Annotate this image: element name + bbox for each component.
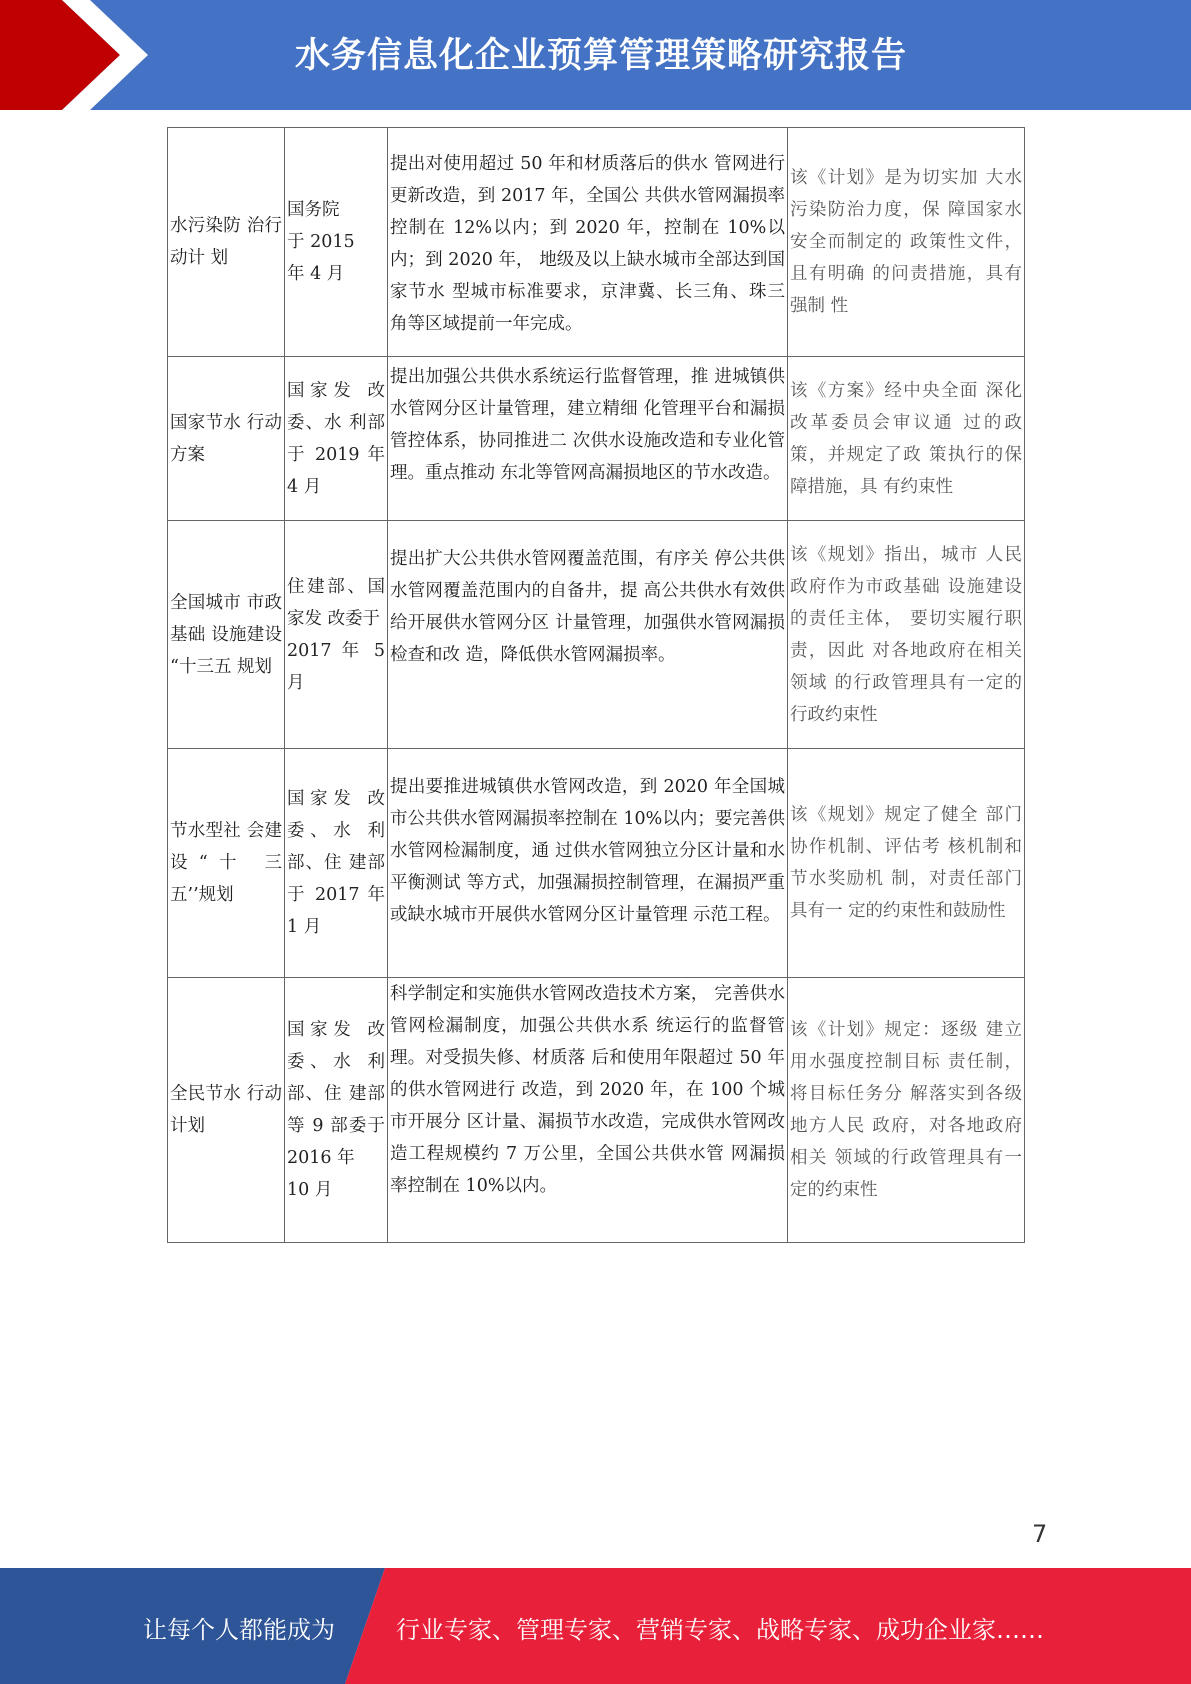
- page-number: 7: [1032, 1520, 1048, 1548]
- footer-banner: [0, 1568, 1191, 1684]
- note-cell: 该《规划》指出，城市 人民政府作为市政基础 设施建设的责任主体， 要切实履行职责，因此 对各地政府在相关领域 的行政管理具有一定的 行政约束性: [788, 521, 1025, 749]
- issuer-cell: 住建部、国家发 改委于 2017 年 5 月: [285, 521, 388, 749]
- note-cell: 该《计划》规定：逐级 建立用水强度控制目标 责任制，将目标任务分 解落实到各级地方人民 政府，对各地政府相关 领域的行政管理具有一 定的约束性: [788, 978, 1025, 1243]
- table-row: [168, 128, 1025, 357]
- content-cell: 提出要推进城镇供水管网改造，到 2020 年全国城市公共供水管网漏损率控制在 10%以内；要完善供水管网检漏制度，通 过供水管网独立分区计量和水平衡测试 等方式，加强漏损控制管理，在漏损严重 或缺水城市开展供水管网分区计量管理 示范工程。: [388, 749, 788, 978]
- content-cell: 提出加强公共供水系统运行监督管理，推 进城镇供水管网分区计量管理，建立精细 化管理平台和漏损管控体系，协同推进二 次供水设施改造和专业化管理。重点推动 东北等管网高漏损地区的节水改造。: [388, 357, 788, 521]
- issuer-cell: 国家发 改委、水 利部、住 建部等 9 部委于 2016 年 10 月: [285, 978, 388, 1243]
- policy-name-cell: 水污染防 治行动计 划: [168, 128, 285, 357]
- policy-table: [167, 127, 1025, 1243]
- content-cell: 提出对使用超过 50 年和材质落后的供水 管网进行更新改造，到 2017 年，全国公 共供水管网漏损率控制在 12%以内；到 2020 年，控制在 10%以内；到 2020 年， 地级及以上缺水城市全部达到国家节水 型城市标准要求，京津冀、长三角、珠三 角等区域提前一年完成。: [388, 128, 788, 357]
- policy-name-cell: 节水型社 会建设“十 三五’’规划: [168, 749, 285, 978]
- policy-name-cell: 全民节水 行动计划: [168, 978, 285, 1243]
- note-cell: 该《方案》经中央全面 深化改革委员会审议通 过的政策，并规定了政 策执行的保障措施，具 有约束性: [788, 357, 1025, 521]
- note-cell: 该《规划》规定了健全 部门协作机制、评估考 核机制和节水奖励机 制，对责任部门具有一 定的约束性和鼓励性: [788, 749, 1025, 978]
- policy-name-cell: 全国城市 市政基础 设施建设 “十三五 规划: [168, 521, 285, 749]
- issuer-cell: 国务院 于 2015 年 4 月: [285, 128, 388, 357]
- table-row: [168, 521, 1025, 749]
- header-banner: [0, 0, 1191, 110]
- table-row: [168, 978, 1025, 1243]
- footer-slogan-right: 行业专家、管理专家、营销专家、战略专家、成功企业家……: [396, 1616, 1044, 1644]
- table-row: [168, 357, 1025, 521]
- report-title: 水务信息化企业预算管理策略研究报告: [295, 36, 908, 76]
- note-cell: 该《计划》是为切实加 大水污染防治力度，保 障国家水安全而制定的 政策性文件，且有明确 的问责措施，具有强制 性: [788, 128, 1025, 357]
- policy-name-cell: 国家节水 行动方案: [168, 357, 285, 521]
- issuer-cell: 国家发 改委、水 利部于 2019 年 4 月: [285, 357, 388, 521]
- issuer-cell: 国家发 改委、水 利部、住 建部于 2017 年 1 月: [285, 749, 388, 978]
- table-row: [168, 749, 1025, 978]
- footer-slogan-left: 让每个人都能成为: [143, 1616, 335, 1644]
- header-arrow-decoration: [0, 0, 180, 110]
- content-cell: 科学制定和实施供水管网改造技术方案， 完善供水管网检漏制度，加强公共供水系 统运行的监督管理。对受损失修、材质落 后和使用年限超过 50 年的供水管网进行 改造，到 2020 年，在 100 个城市开展分 区计量、漏损节水改造，完成供水管网改 造工程规模约 7 万公里，全国公共供水管 网漏损率控制在 10%以内。: [388, 978, 788, 1243]
- content-cell: 提出扩大公共供水管网覆盖范围，有序关 停公共供水管网覆盖范围内的自备井，提 高公共供水有效供给开展供水管网分区 计量管理，加强供水管网漏损检查和改 造，降低供水管网漏损率。: [388, 521, 788, 749]
